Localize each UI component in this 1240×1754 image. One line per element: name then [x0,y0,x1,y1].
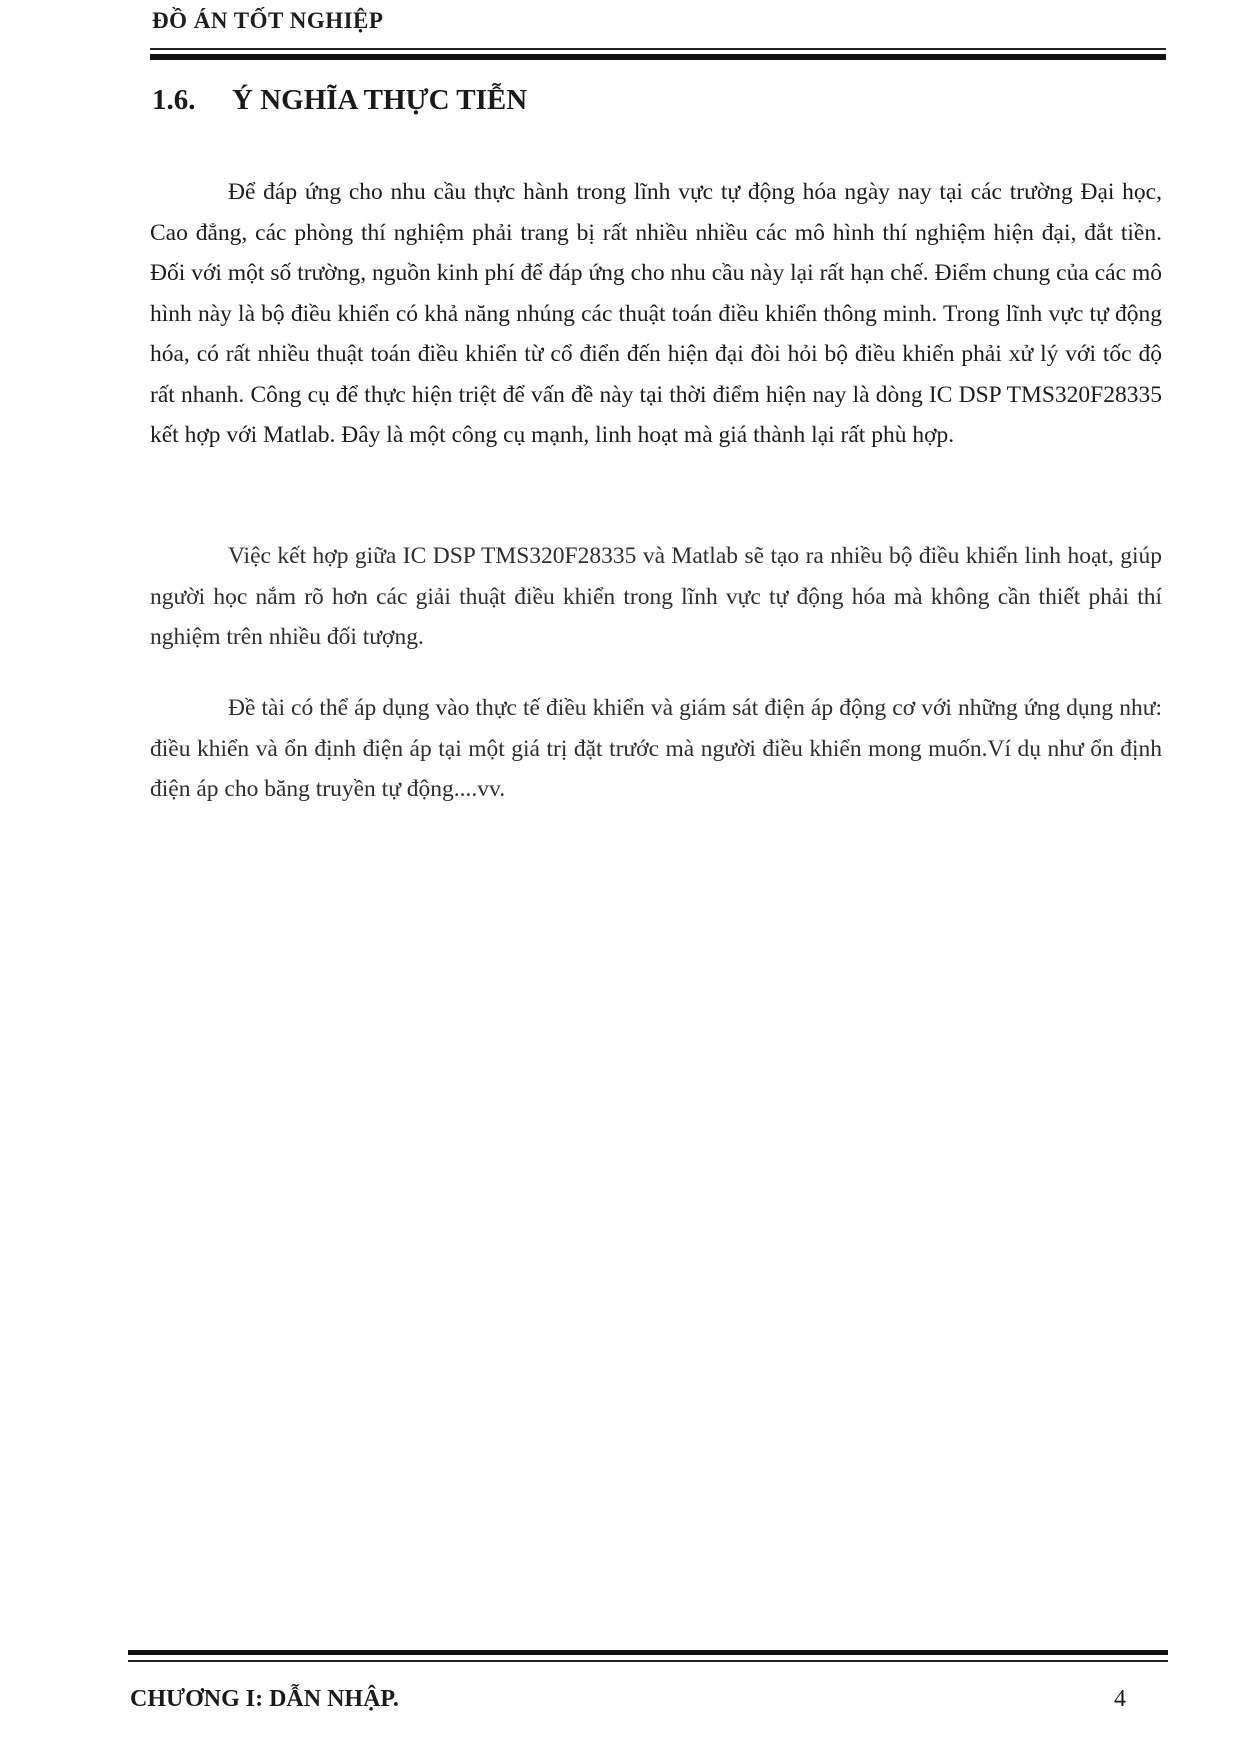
section-title: Ý NGHĨA THỰC TIỄN [232,84,528,116]
footer-rule-thin [128,1660,1168,1662]
paragraph-1 [150,172,1162,456]
running-footer-chapter: CHƯƠNG I: DẪN NHẬP. [130,1686,399,1712]
running-header-title: ĐỒ ÁN TỐT NGHIỆP [152,8,384,33]
header-rule-thick [150,54,1166,60]
header-rule-thin [150,48,1166,50]
footer-rule-thick [128,1650,1168,1655]
page-number: 4 [1114,1686,1126,1712]
paragraph-text: Việc kết hợp giữa IC DSP TMS320F28335 và Matlab sẽ tạo ra nhiều bộ điều khiển linh hoạt, giúp người học nắm rõ hơn các giải thuật điều khiển trong lĩnh vực tự động hóa mà không cần thiết phải thí nghiệm trên nhiều đối tượng. [150,543,1162,650]
paragraph-text: Đề tài có thể áp dụng vào thực tế điều khiển và giám sát điện áp động cơ với những ứng dụng như: điều khiển và ổn định điện áp tại một giá trị đặt trước mà người điều khiển mong muốn.Ví dụ như ổn định điện áp cho băng truyền tự động....vv. [150,695,1162,802]
paragraph-text: Để đáp ứng cho nhu cầu thực hành trong lĩnh vực tự động hóa ngày nay tại các trường Đại học, Cao đẳng, các phòng thí nghiệm phải trang bị rất nhiều nhiều các mô hình thí nghiệm hiện đại, đắt tiền. Đối với một số trường, nguồn kinh phí để đáp ứng cho nhu cầu này lại rất hạn chế. Điểm chung của các mô hình này là bộ điều khiển có khả năng nhúng các thuật toán điều khiển thông minh. Trong lĩnh vực tự động hóa, có rất nhiều thuật toán điều khiển từ cổ điển đến hiện đại đòi hỏi bộ điều khiển phải xử lý với tốc độ rất nhanh. Công cụ để thực hiện triệt để vấn đề này tại thời điểm hiện nay là dòng IC DSP TMS320F28335 kết hợp với Matlab. Đây là một công cụ mạnh, linh hoạt mà giá thành lại rất phù hợp. [150,179,1162,448]
section-number: 1.6. [152,84,196,116]
section-heading [152,84,527,117]
paragraph-2 [150,536,1162,658]
paragraph-3 [150,688,1162,810]
